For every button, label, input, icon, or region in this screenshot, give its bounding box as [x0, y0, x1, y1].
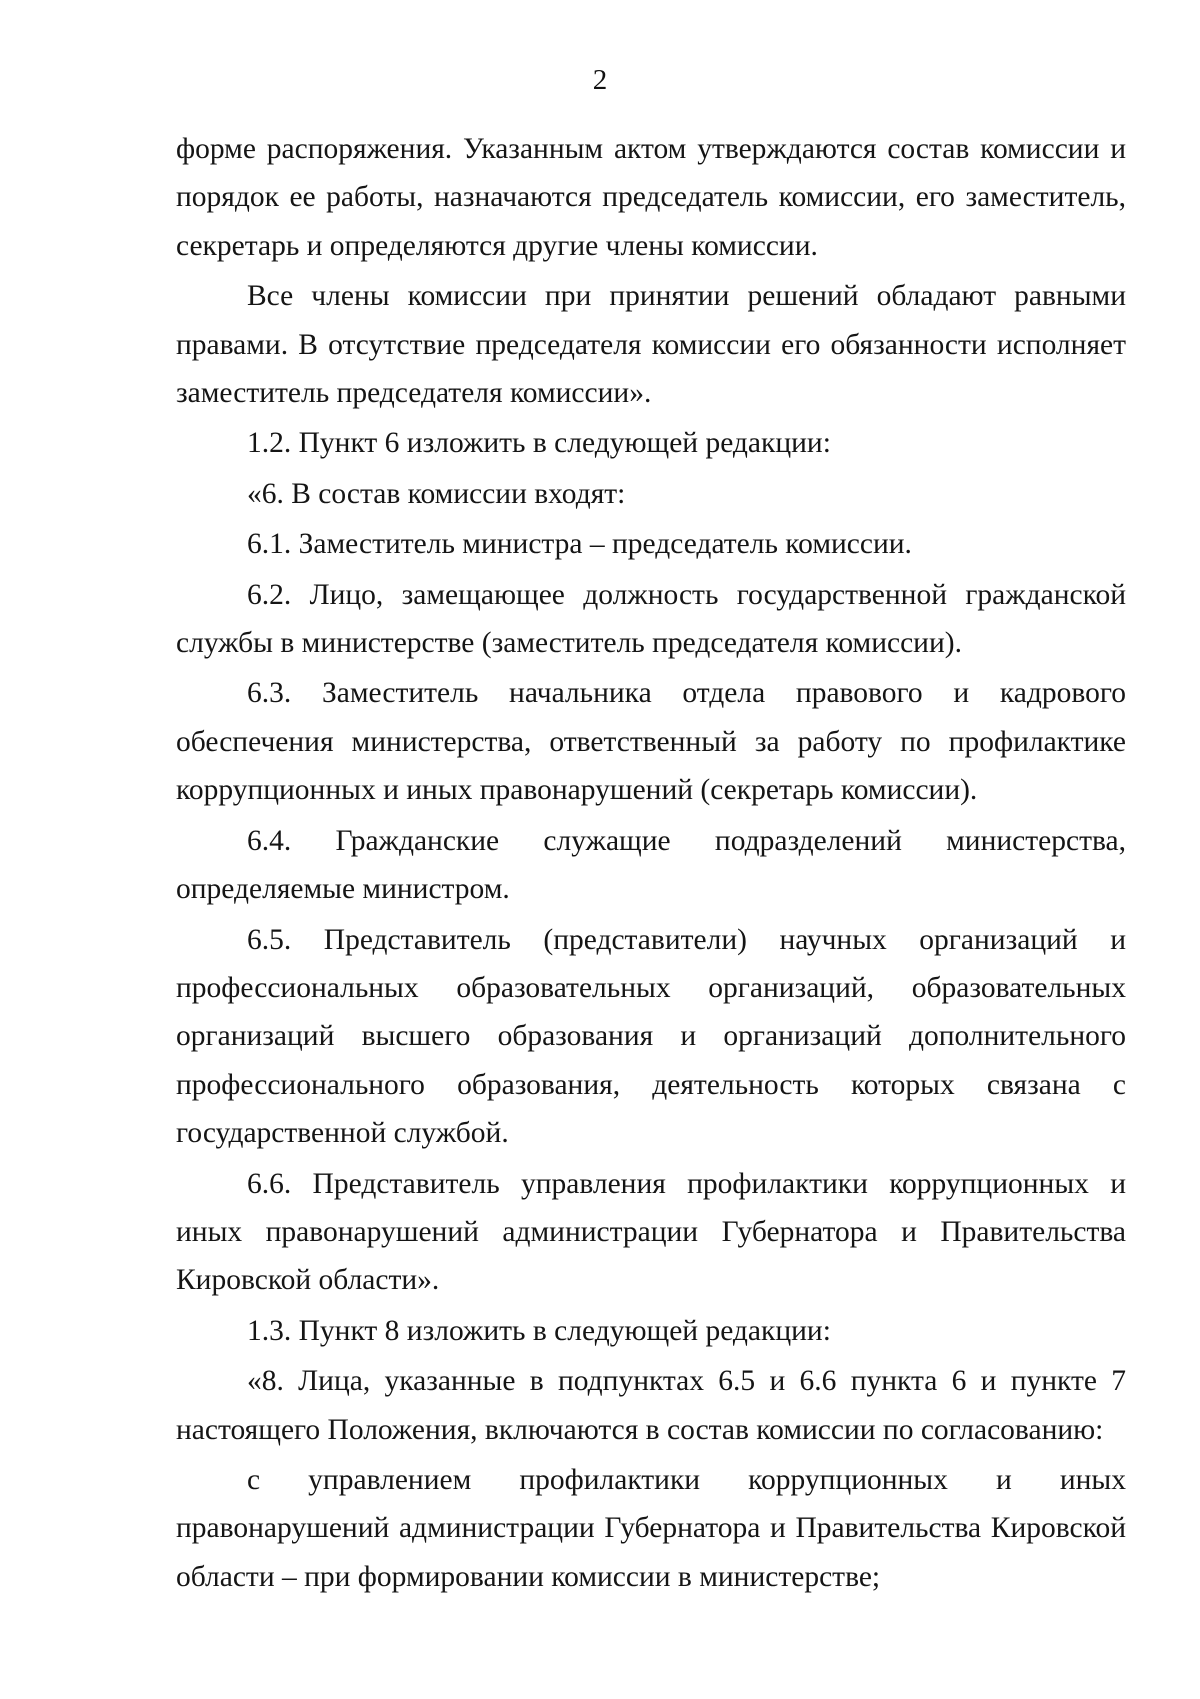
paragraph: 1.2. Пункт 6 изложить в следующей редакции:	[247, 427, 831, 460]
paragraph: 6.3. Заместитель начальника отдела правового и кадрового обеспечения министерства, ответственный за работу по профилактике коррупционных и иных правонарушений (секретарь комиссии).	[176, 677, 1126, 807]
document-body	[176, 125, 1126, 1603]
paragraph: 6.1. Заместитель министра – председатель комиссии.	[247, 528, 912, 561]
paragraph: 1.3. Пункт 8 изложить в следующей редакции:	[247, 1314, 831, 1347]
paragraph: 6.4. Гражданские служащие подразделений министерства, определяемые министром.	[176, 824, 1126, 906]
paragraph: с управлением профилактики коррупционных и иных правонарушений администрации Губернатора и Правительства Кировской области – при формировании комиссии в министерстве;	[176, 1463, 1126, 1593]
paragraph: форме распоряжения. Указанным актом утверждаются состав комиссии и порядок ее работы, назначаются председатель комиссии, его заместитель, секретарь и определяются другие члены комиссии.	[176, 133, 1126, 262]
paragraph: 6.5. Представитель (представители) научных организаций и профессиональных образовательных организаций, образовательных организаций высшего образования и организаций дополнительного профессионального образования, деятельность которых связана с государственной службой.	[176, 923, 1126, 1150]
paragraph: «6. В состав комиссии входят:	[247, 477, 626, 510]
paragraph: 6.6. Представитель управления профилактики коррупционных и иных правонарушений администрации Губернатора и Правительства Кировской области».	[176, 1167, 1126, 1297]
page-number: 2	[592, 64, 608, 96]
paragraph: «8. Лица, указанные в подпунктах 6.5 и 6.6 пункта 6 и пункте 7 настоящего Положения, включаются в состав комиссии по согласованию:	[176, 1365, 1126, 1446]
paragraph: 6.2. Лицо, замещающее должность государственной гражданской службы в министерстве (заместитель председателя комиссии).	[176, 578, 1126, 660]
paragraph: Все члены комиссии при принятии решений обладают равными правами. В отсутствие председателя комиссии его обязанности исполняет заместитель председателя комиссии».	[176, 280, 1126, 410]
